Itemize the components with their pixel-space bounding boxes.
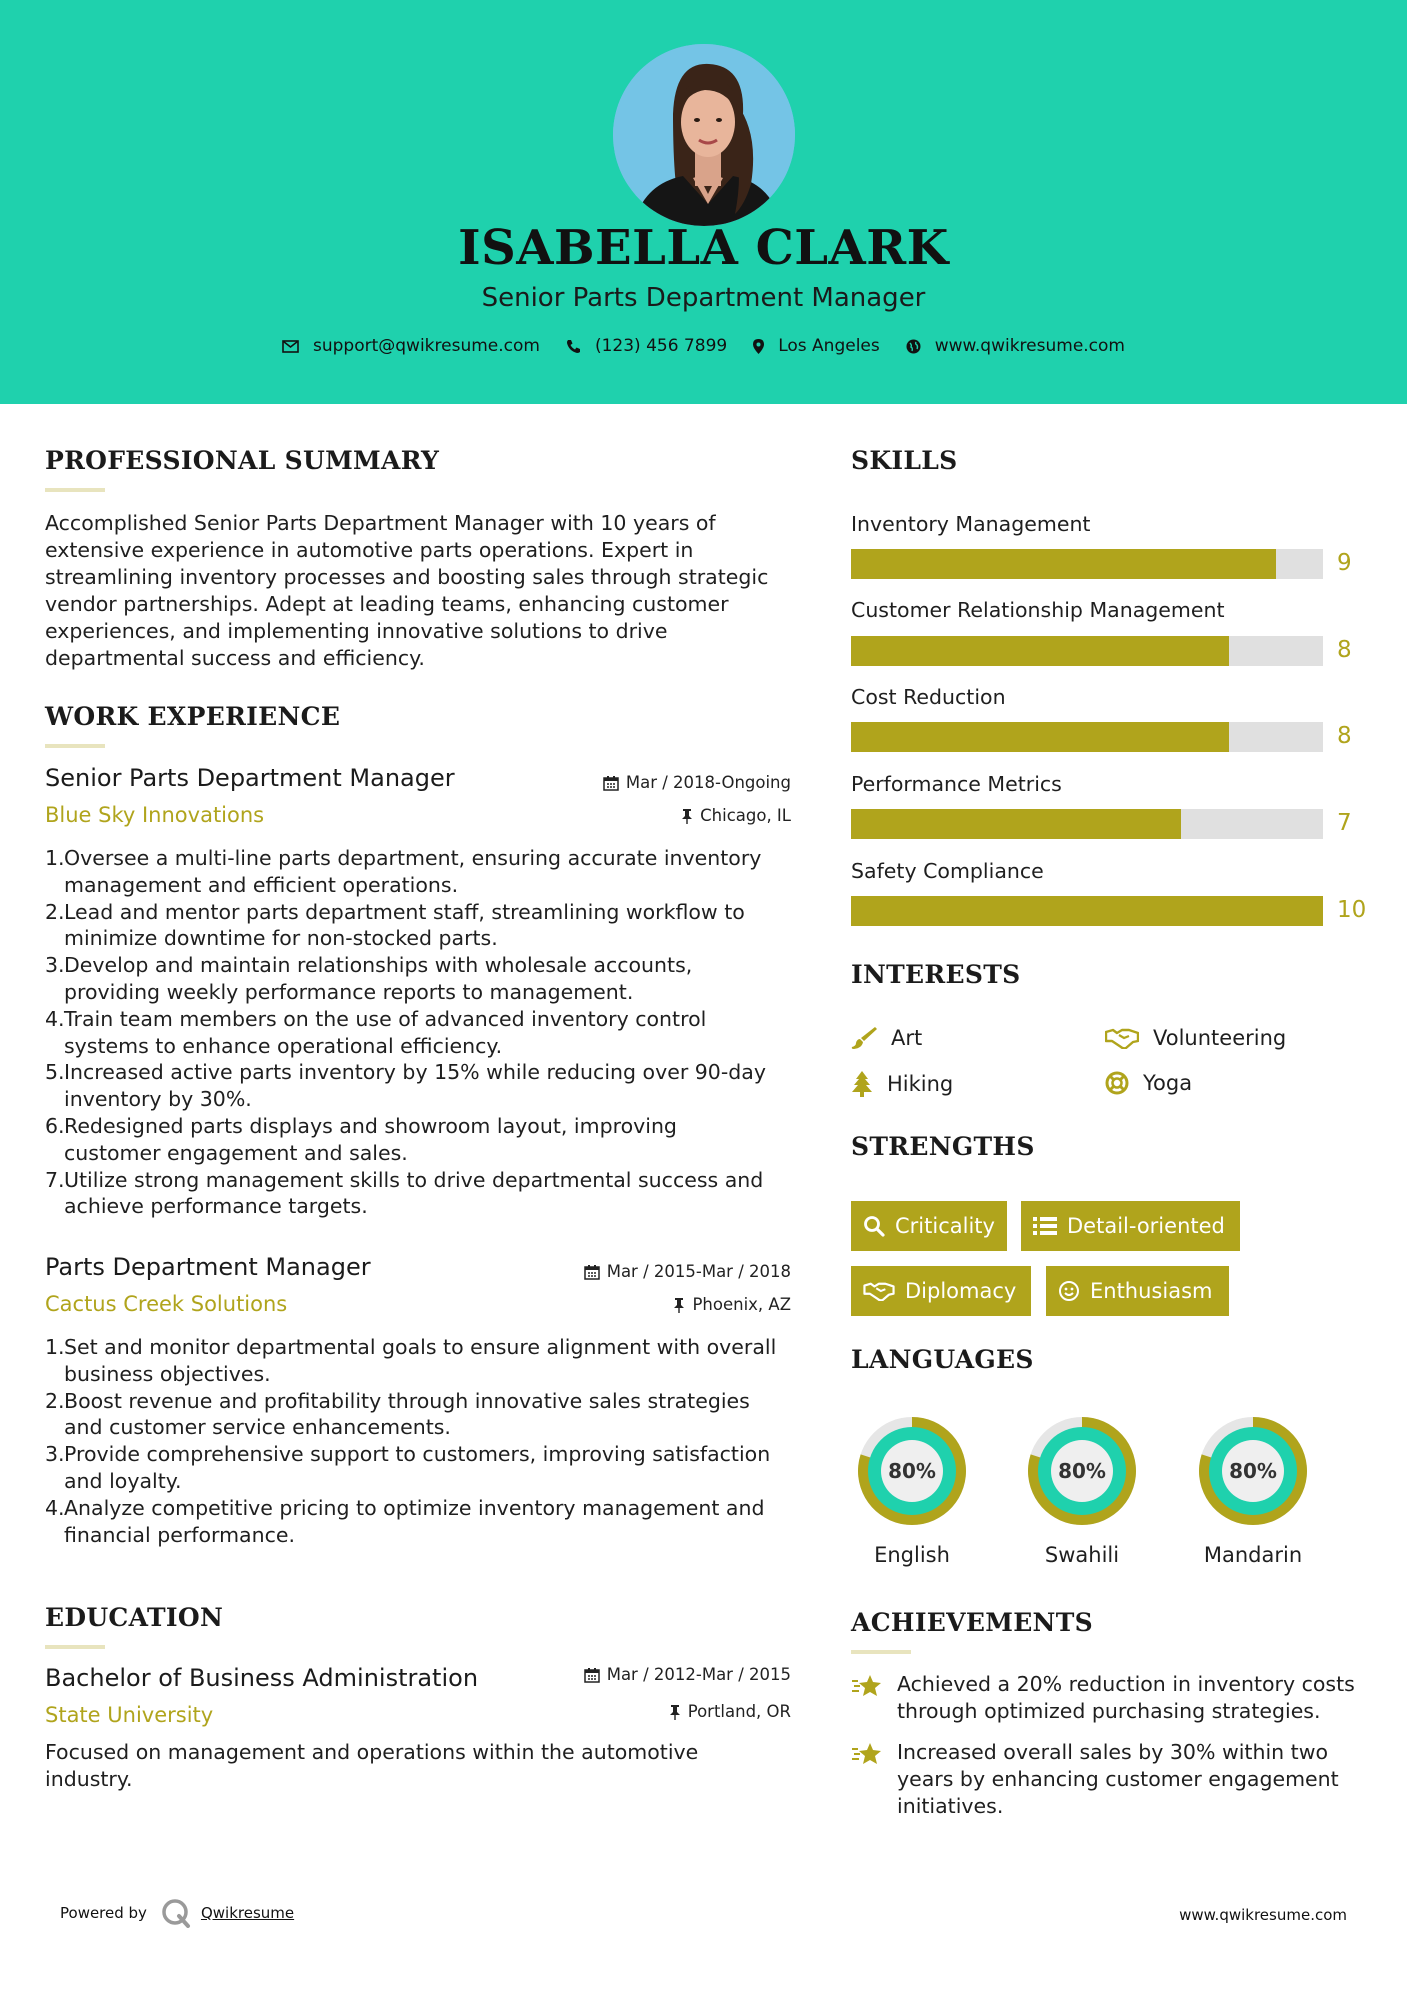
- job-dates: [603, 773, 791, 792]
- strength-tag: [851, 1201, 1007, 1251]
- summary-line: departmental success and efficiency.: [45, 646, 425, 670]
- strengths-heading: STRENGTHS: [851, 1132, 1035, 1161]
- skill-label: Cost Reduction: [851, 685, 1006, 709]
- language-item: [1191, 1409, 1315, 1567]
- handshake-icon: [1105, 1027, 1139, 1049]
- list-number: 2.: [45, 899, 65, 924]
- list-item: [45, 1495, 815, 1549]
- location-text: Los Angeles: [778, 336, 880, 356]
- qwikresume-logo-icon: [161, 1898, 191, 1928]
- list-number: 7.: [45, 1167, 65, 1192]
- footer-branding: [60, 1898, 294, 1928]
- list-line: and customer service enhancements.: [64, 1415, 451, 1440]
- achievement-line: Achieved a 20% reduction in inventory costs: [897, 1672, 1355, 1696]
- skills-heading: SKILLS: [851, 446, 958, 475]
- location-text: Chicago, IL: [700, 806, 791, 825]
- summary-line: vendor partnerships. Adept at leading teams, enhancing customer: [45, 592, 729, 616]
- language-percent: 80%: [1229, 1459, 1277, 1483]
- globe-icon: [906, 339, 921, 354]
- summary-heading: PROFESSIONAL SUMMARY: [45, 446, 440, 475]
- list-line: Set and monitor departmental goals to ensure alignment with overall: [64, 1335, 777, 1359]
- language-item: [1020, 1409, 1144, 1567]
- list-line: Oversee a multi-line parts department, ensuring accurate inventory: [64, 846, 762, 870]
- experience-heading: WORK EXPERIENCE: [45, 702, 341, 731]
- list-number: 4.: [45, 1006, 65, 1031]
- dates-text: Mar / 2015-Mar / 2018: [606, 1262, 791, 1281]
- language-ring: [1020, 1409, 1144, 1533]
- heading-underline: [45, 1645, 105, 1649]
- strength-label: Detail-oriented: [1067, 1214, 1225, 1238]
- interest-label: Art: [891, 1026, 923, 1050]
- languages-heading: LANGUAGES: [851, 1345, 1034, 1374]
- list-line: business objectives.: [64, 1361, 271, 1386]
- language-percent: 80%: [888, 1459, 936, 1483]
- job-dates: [584, 1262, 791, 1281]
- list-line: Utilize strong management skills to drive departmental success and: [64, 1167, 764, 1192]
- list-line: and loyalty.: [64, 1468, 182, 1493]
- list-line: Redesigned parts displays and showroom layout, improving: [64, 1113, 677, 1138]
- skill-bar: [851, 636, 1323, 666]
- skill-bar: [851, 809, 1323, 839]
- strength-tag: [1046, 1266, 1229, 1316]
- education-location: [669, 1702, 791, 1721]
- job-duties-list: [45, 845, 815, 1220]
- list-line: Provide comprehensive support to customers, improving satisfaction: [64, 1442, 771, 1467]
- list-number: 4.: [45, 1495, 65, 1520]
- list-line: management and efficient operations.: [64, 872, 459, 897]
- list-number: 1.: [45, 846, 65, 870]
- strength-label: Diplomacy: [905, 1279, 1017, 1303]
- degree-title: Bachelor of Business Administration: [45, 1664, 479, 1692]
- interest-label: Hiking: [887, 1072, 954, 1096]
- list-item: [45, 1167, 815, 1221]
- pushpin-icon: [673, 1297, 685, 1313]
- list-item: [45, 899, 815, 953]
- list-number: 3.: [45, 1442, 65, 1467]
- list-line: inventory by 30%.: [64, 1087, 252, 1112]
- job-location: [673, 1295, 791, 1314]
- skill-score: 7: [1337, 810, 1352, 836]
- pushpin-icon: [669, 1704, 681, 1720]
- skill-bar-fill: [851, 809, 1181, 839]
- summary-text: [45, 510, 805, 672]
- list-line: Analyze competitive pricing to optimize inventory management and: [64, 1495, 765, 1520]
- lifebuoy-icon: [1105, 1071, 1129, 1095]
- education-line: Focused on management and operations within the automotive: [45, 1740, 699, 1764]
- list-line: Train team members on the use of advanced inventory control: [64, 1006, 707, 1031]
- summary-line: streamlining inventory processes and boosting sales through strategic: [45, 565, 769, 589]
- list-number: 1.: [45, 1335, 65, 1359]
- company-name: Blue Sky Innovations: [45, 803, 265, 827]
- language-ring: [1191, 1409, 1315, 1533]
- language-item: [850, 1409, 974, 1567]
- strength-label: Criticality: [895, 1214, 995, 1238]
- job-duties-list: [45, 1334, 815, 1548]
- smile-icon: [1058, 1280, 1080, 1302]
- school-name: State University: [45, 1703, 214, 1727]
- profile-photo: [613, 44, 795, 226]
- job-title: Parts Department Manager: [45, 1253, 371, 1281]
- list-line: financial performance.: [64, 1522, 296, 1547]
- strength-tag: [851, 1266, 1031, 1316]
- list-line: achieve performance targets.: [64, 1194, 368, 1219]
- list-number: 5.: [45, 1060, 65, 1085]
- interest-item: [851, 1026, 922, 1050]
- list-item: [45, 1006, 815, 1060]
- contact-email[interactable]: [282, 336, 540, 356]
- skill-bar-fill: [851, 722, 1229, 752]
- contact-phone[interactable]: [566, 336, 727, 356]
- language-name: Mandarin: [1203, 1543, 1303, 1567]
- company-name: Cactus Creek Solutions: [45, 1292, 288, 1316]
- list-line: minimize downtime for non-stocked parts.: [64, 926, 498, 951]
- list-number: 2.: [45, 1388, 65, 1413]
- interest-item: [1105, 1026, 1286, 1050]
- skill-label: Customer Relationship Management: [851, 598, 1225, 622]
- skill-bar: [851, 549, 1323, 579]
- list-number: 6.: [45, 1113, 65, 1138]
- list-item: [45, 845, 815, 899]
- map-pin-icon: [753, 339, 764, 354]
- search-icon: [863, 1215, 885, 1237]
- heading-underline: [851, 1650, 911, 1654]
- skill-bar-fill: [851, 896, 1323, 926]
- contact-bar: [0, 336, 1407, 356]
- list-item: [45, 1059, 815, 1113]
- language-percent: 80%: [1058, 1459, 1106, 1483]
- language-name: Swahili: [1044, 1543, 1120, 1567]
- achievement-item: [851, 1739, 1371, 1820]
- education-dates: [584, 1665, 791, 1684]
- envelope-icon: [282, 340, 299, 353]
- language-ring: [850, 1409, 974, 1533]
- list-line: Boost revenue and profitability through innovative sales strategies: [64, 1388, 750, 1413]
- phone-text: (123) 456 7899: [594, 336, 728, 356]
- interest-label: Yoga: [1143, 1071, 1193, 1095]
- skill-label: Performance Metrics: [851, 772, 1062, 796]
- achievement-line: through optimized purchasing strategies.: [897, 1699, 1321, 1723]
- skill-score: 10: [1337, 897, 1367, 923]
- interests-heading: INTERESTS: [851, 960, 1021, 989]
- heading-underline: [45, 488, 105, 492]
- email-text: support@qwikresume.com: [313, 336, 540, 356]
- list-line: Develop and maintain relationships with wholesale accounts,: [64, 953, 693, 978]
- education-line: industry.: [45, 1767, 133, 1791]
- skill-score: 8: [1337, 723, 1352, 749]
- interest-label: Volunteering: [1153, 1026, 1287, 1050]
- handshake-icon: [863, 1281, 895, 1301]
- skill-bar-fill: [851, 549, 1276, 579]
- list-line: systems to enhance operational efficiency.: [64, 1033, 503, 1058]
- star-award-icon: [851, 1741, 883, 1767]
- summary-line: experiences, and implementing innovative solutions to drive: [45, 619, 668, 643]
- achievements-heading: ACHIEVEMENTS: [851, 1608, 1093, 1637]
- list-number: 3.: [45, 953, 65, 978]
- heading-underline: [45, 744, 105, 748]
- resume-header: [0, 0, 1407, 404]
- achievement-line: initiatives.: [897, 1794, 1004, 1818]
- achievement-line: years by enhancing customer engagement: [897, 1767, 1339, 1791]
- skill-bar: [851, 722, 1323, 752]
- list-line: Increased active parts inventory by 15% while reducing over 90-day: [64, 1060, 766, 1085]
- powered-by-text: Powered by: [60, 1904, 147, 1922]
- job-location: [681, 806, 791, 825]
- list-line: customer engagement and sales.: [64, 1140, 408, 1165]
- achievement-line: Increased overall sales by 30% within two: [897, 1740, 1329, 1764]
- brand-link[interactable]: Qwikresume: [200, 1904, 295, 1922]
- calendar-icon: [603, 775, 619, 791]
- summary-line: extensive experience in automotive parts operations. Expert in: [45, 538, 694, 562]
- skill-label: Safety Compliance: [851, 859, 1044, 883]
- contact-location: [753, 336, 880, 356]
- dates-text: Mar / 2012-Mar / 2015: [606, 1665, 791, 1684]
- skill-score: 8: [1337, 637, 1352, 663]
- candidate-name: ISABELLA CLARK: [458, 220, 949, 276]
- website-text: www.qwikresume.com: [934, 336, 1125, 356]
- achievement-item: [851, 1671, 1371, 1725]
- paintbrush-icon: [851, 1026, 877, 1050]
- skill-bar-fill: [851, 636, 1229, 666]
- skill-bar: [851, 896, 1323, 926]
- interest-item: [1105, 1071, 1192, 1095]
- strength-label: Enthusiasm: [1090, 1279, 1213, 1303]
- dates-text: Mar / 2018-Ongoing: [625, 773, 791, 792]
- list-line: providing weekly performance reports to management.: [64, 979, 634, 1004]
- strength-tag: [1021, 1201, 1240, 1251]
- list-item: [45, 952, 815, 1006]
- interest-item: [851, 1071, 953, 1097]
- tree-icon: [851, 1071, 873, 1097]
- skill-score: 9: [1337, 550, 1352, 576]
- footer-website-link[interactable]: www.qwikresume.com: [1179, 1906, 1347, 1924]
- education-heading: EDUCATION: [45, 1603, 224, 1632]
- phone-icon: [566, 339, 581, 354]
- contact-website[interactable]: [906, 336, 1125, 356]
- calendar-icon: [584, 1667, 600, 1683]
- list-item: [45, 1388, 815, 1442]
- language-name: English: [874, 1543, 950, 1567]
- star-award-icon: [851, 1673, 883, 1699]
- candidate-title: Senior Parts Department Manager: [481, 283, 926, 313]
- education-description: [45, 1739, 805, 1793]
- calendar-icon: [584, 1264, 600, 1280]
- job-title: Senior Parts Department Manager: [45, 764, 455, 792]
- list-item: [45, 1441, 815, 1495]
- pushpin-icon: [681, 808, 693, 824]
- skill-label: Inventory Management: [851, 512, 1091, 536]
- list-line: Lead and mentor parts department staff, streamlining workflow to: [64, 899, 745, 924]
- location-text: Phoenix, AZ: [692, 1295, 791, 1314]
- list-item: [45, 1334, 815, 1388]
- location-text: Portland, OR: [687, 1702, 791, 1721]
- summary-line: Accomplished Senior Parts Department Manager with 10 years of: [45, 511, 716, 535]
- list-icon: [1033, 1216, 1057, 1236]
- list-item: [45, 1113, 815, 1167]
